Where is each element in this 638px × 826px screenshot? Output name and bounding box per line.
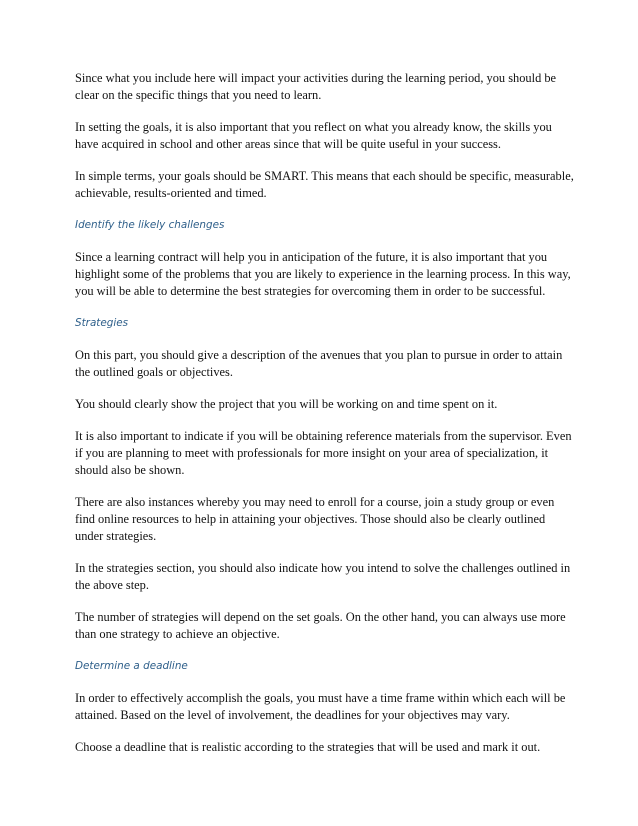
- paragraph-project-time: You should clearly show the project that you will be working on and time spent on it.: [75, 397, 498, 411]
- paragraph-solve-challenges: In the strategies section, you should also indicate how you intend to solve the challenges outlined in the above step.: [75, 561, 571, 592]
- paragraph-what-to-learn: Since what you include here will impact your activities during the learning period, you should be clear on the specific things that you need to learn.: [75, 71, 557, 102]
- paragraph-courses-groups: There are also instances whereby you may need to enroll for a course, join a study group or even find online resources to help in attaining your objectives. Those should also be clearly outlined under strategies.: [75, 495, 555, 543]
- paragraph-avenues: On this part, you should give a description of the avenues that you plan to pursue in order to attain the outlined goals or objectives.: [75, 348, 563, 379]
- paragraph-number-of-strategies: The number of strategies will depend on the set goals. On the other hand, you can always use more than one strategy to achieve an objective.: [75, 610, 566, 641]
- heading-determine-deadline: Determine a deadline: [75, 660, 188, 672]
- paragraph-reflect-on-knowledge: In setting the goals, it is also important that you reflect on what you already know, the skills you have acquired in school and other areas since that will be quite useful in your success.: [75, 120, 552, 151]
- heading-identify-challenges: Identify the likely challenges: [75, 219, 225, 231]
- paragraph-reference-materials: It is also important to indicate if you will be obtaining reference materials from the supervisor. Even if you are planning to meet with professionals for more insight on your area of specialization, it should also be shown.: [75, 429, 572, 477]
- paragraph-smart-goals: In simple terms, your goals should be SMART. This means that each should be specific, measurable, achievable, results-oriented and timed.: [75, 169, 574, 200]
- paragraph-choose-deadline: Choose a deadline that is realistic according to the strategies that will be used and mark it out.: [75, 740, 541, 754]
- heading-strategies: Strategies: [75, 317, 129, 329]
- document-body: [75, 70, 575, 771]
- paragraph-challenges: Since a learning contract will help you in anticipation of the future, it is also important that you highlight some of the problems that you are likely to experience in the learning process. In this way, you will be able to determine the best strategies for overcoming them in order to be successful.: [75, 250, 571, 298]
- paragraph-time-frame: In order to effectively accomplish the goals, you must have a time frame within which each will be attained. Based on the level of involvement, the deadlines for your objectives may vary.: [75, 691, 566, 722]
